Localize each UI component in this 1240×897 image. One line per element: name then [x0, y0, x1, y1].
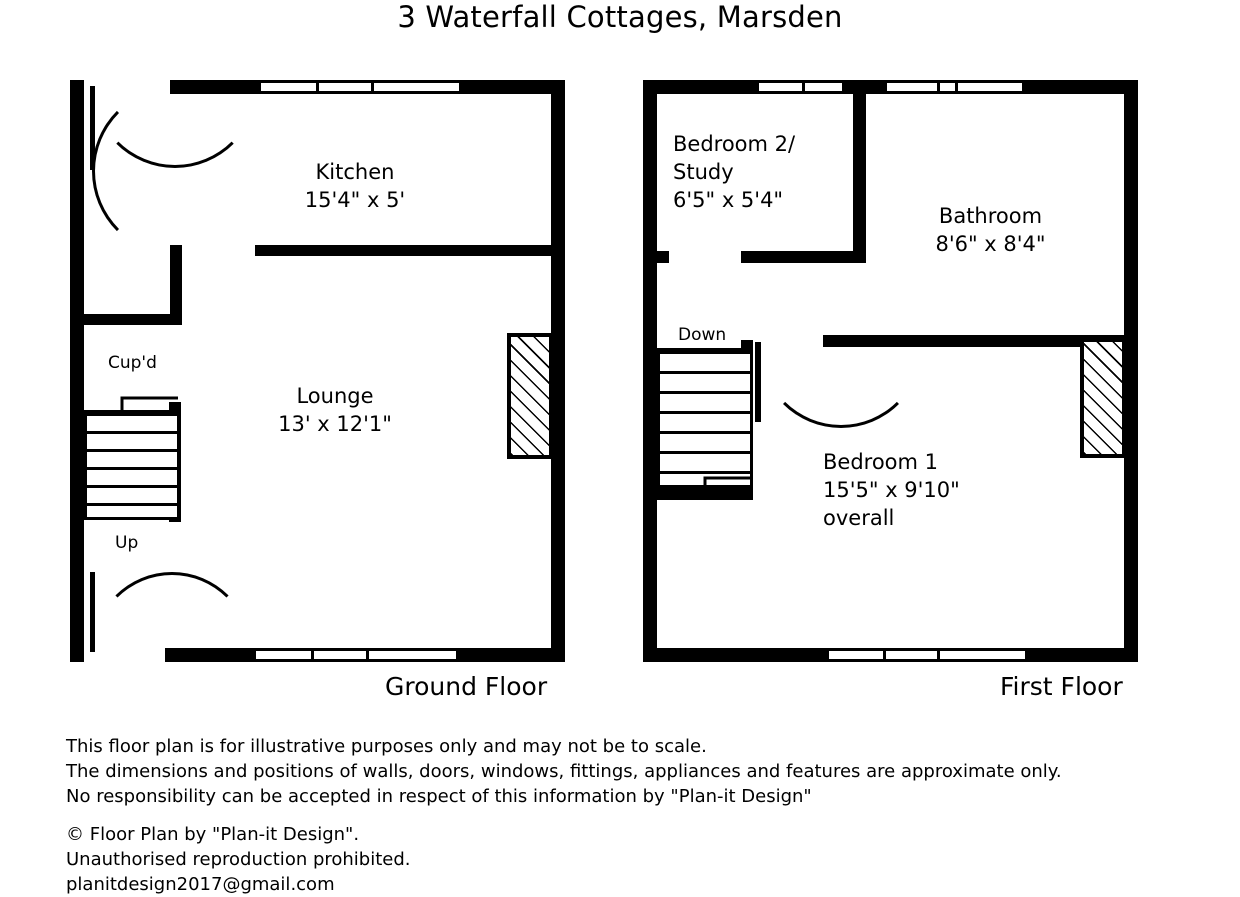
room-dims-bedroom1-note: overall	[823, 506, 895, 530]
window-lounge-bottom	[253, 648, 459, 662]
room-dims-bathroom: 8'6" x 8'4"	[935, 232, 1046, 256]
wall-top-segment-b	[460, 80, 565, 94]
disclaimer-line-2: The dimensions and positions of walls, doors, windows, fittings, appliances and features are approximate only.	[66, 761, 1062, 782]
wall-bedroom2-door-nib	[833, 251, 845, 263]
label-cupboard: Cup'd	[108, 353, 157, 373]
room-dims-bedroom2: 6'5" x 5'4"	[673, 188, 784, 212]
room-name-bedroom2-line2: Study	[673, 160, 734, 184]
fireplace-hatch-ground	[507, 333, 553, 459]
fireplace-hatch-first	[1080, 338, 1126, 458]
ground-floor-plan	[70, 80, 565, 662]
stair-direction-arrow-up	[82, 390, 182, 418]
window-bedroom2-top	[756, 80, 845, 94]
disclaimer-line-3: No responsibility can be accepted in respect of this information by "Plan-it Design"	[66, 786, 812, 807]
copyright-block	[66, 822, 411, 897]
room-label-bathroom	[888, 202, 1093, 258]
room-name-kitchen: Kitchen	[315, 160, 395, 184]
room-name-lounge: Lounge	[296, 384, 374, 408]
wall-bedroom2-bottom	[741, 251, 866, 263]
wall-right	[551, 80, 565, 662]
window-bedroom1-bottom	[826, 648, 1028, 662]
wall-top-left	[70, 80, 84, 662]
floor-caption-ground: Ground Floor	[385, 672, 548, 701]
label-stairs-up: Up	[115, 533, 139, 553]
stair-direction-arrow-down	[653, 466, 763, 500]
wall-right-first	[1124, 80, 1138, 662]
wall-kitchen-lounge	[255, 245, 555, 256]
wall-top-first-a	[643, 80, 758, 94]
disclaimer-block	[66, 734, 1062, 809]
disclaimer-line-1: This floor plan is for illustrative purposes only and may not be to scale.	[66, 736, 707, 757]
wall-bedroom2-bottom-nib	[657, 251, 669, 263]
door-arc-kitchen-swing	[92, 2, 258, 168]
room-dims-lounge: 13' x 12'1"	[278, 412, 392, 436]
room-dims-kitchen: 15'4" x 5'	[304, 188, 406, 212]
copyright-email: planitdesign2017@gmail.com	[66, 874, 335, 895]
room-label-lounge	[240, 382, 430, 438]
wall-top-first-c	[1023, 80, 1138, 94]
window-bathroom-top	[884, 80, 1025, 94]
room-name-bathroom: Bathroom	[938, 204, 1043, 228]
label-stairs-down: Down	[678, 325, 727, 345]
door-arc-lounge-swing	[92, 572, 252, 732]
first-floor-plan	[643, 80, 1138, 662]
room-label-kitchen	[260, 158, 450, 214]
wall-top	[70, 80, 84, 94]
wall-bottom-first-a	[643, 648, 828, 662]
room-label-bedroom1	[823, 448, 1033, 532]
window-kitchen-top	[258, 80, 462, 94]
door-arc-bedroom1	[759, 264, 923, 428]
staircase-up	[84, 410, 180, 520]
room-name-bedroom1: Bedroom 1	[823, 450, 939, 474]
wall-bottom-segment-b	[458, 648, 565, 662]
wall-left-first	[643, 80, 657, 662]
floor-caption-first: First Floor	[1000, 672, 1123, 701]
room-label-bedroom2	[673, 130, 863, 214]
page-title: 3 Waterfall Cottages, Marsden	[397, 0, 843, 34]
wall-cupboard-horizontal	[84, 314, 182, 325]
wall-bottom-first-b	[1026, 648, 1138, 662]
room-dims-bedroom1: 15'5" x 9'10"	[823, 478, 960, 502]
room-name-bedroom2: Bedroom 2/	[673, 132, 796, 156]
wall-cupboard-vertical	[170, 245, 182, 325]
copyright-line-1: © Floor Plan by "Plan-it Design".	[66, 824, 360, 845]
copyright-line-2: Unauthorised reproduction prohibited.	[66, 849, 411, 870]
